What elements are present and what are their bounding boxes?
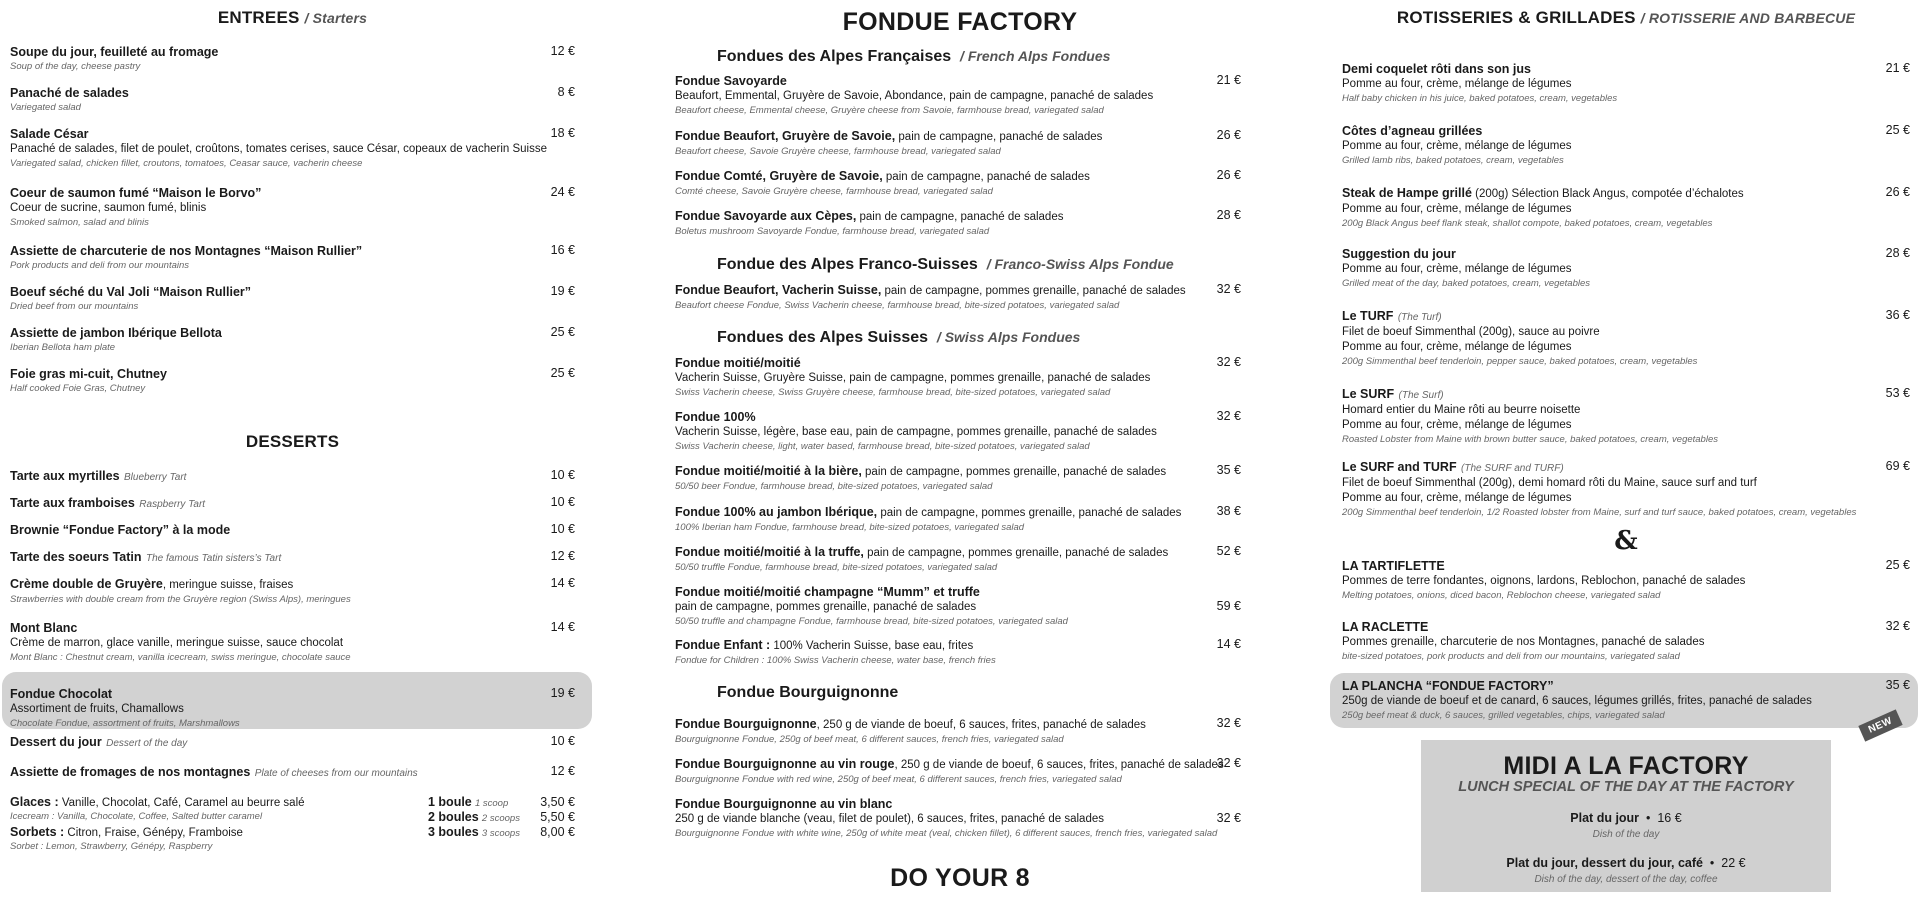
menu-item [10, 764, 575, 781]
item-price: 32 € [1216, 282, 1241, 296]
item-title-line [10, 243, 575, 259]
item-title-line [10, 366, 575, 382]
item-english: Beaufort cheese, Savoie Gruyère cheese, farmhouse bread, variegated salad [675, 146, 1001, 157]
item-title-line [10, 126, 575, 142]
item-price: 36 € [1885, 308, 1910, 322]
item-title-line [675, 637, 1241, 654]
menu-item [10, 620, 575, 664]
item-english: Swiss Vacherin cheese, Swiss Gruyère cheese, farmhouse bread, bite-sized potatoes, variegated salad [675, 387, 1111, 398]
section-franco-swiss-title: Fondue des Alpes Franco-Suisses / Franco-Swiss Alps Fondue [717, 256, 1174, 273]
item-description: pain de campagne, pommes grenaille, panaché de salades [675, 601, 977, 613]
item-title-line [10, 549, 575, 566]
desserts-title: DESSERTS [245, 432, 340, 451]
item-inline-desc: , 250 g de viande de boeuf, 6 sauces, frites, panaché de salades [894, 759, 1224, 771]
item-title-line [10, 764, 575, 781]
item-description-2: Pomme au four, crème, mélange de légumes [1342, 341, 1572, 353]
item-price: 25 € [550, 366, 575, 380]
menu-item [675, 355, 1241, 399]
item-name: Fondue Beaufort, Gruyère de Savoie, [675, 129, 896, 143]
menu-item [10, 366, 575, 395]
item-english: Grilled meat of the day, baked potatoes, cream, vegetables [1342, 278, 1591, 289]
item-price: 59 € [1216, 599, 1241, 613]
item-price: 53 € [1885, 386, 1910, 400]
item-english: Bourguignonne Fondue with white wine, 250g of white meat (veal, chicken fillet), 6 different sauces, french fries, variegated salad [675, 828, 1218, 839]
item-price: 10 € [550, 495, 575, 509]
item-title-line [10, 185, 575, 201]
menu-item [10, 44, 575, 73]
menu-item [675, 168, 1241, 198]
do-your-8-title: DO YOUR 8 [890, 864, 1030, 892]
item-name: Steak de Hampe grillé [1342, 186, 1472, 200]
item-name: Fondue Beaufort, Vacherin Suisse, [675, 283, 882, 297]
item-inline-desc: , 250 g de viande de boeuf, 6 sauces, frites, panaché de salades [816, 719, 1146, 731]
item-title-line [675, 409, 1241, 425]
item-english: Mont Blanc : Chestnut cream, vanilla icecream, swiss meringue, chocolate sauce [10, 652, 351, 663]
menu-item [1342, 123, 1910, 167]
menu-item [1342, 459, 1910, 519]
item-english: Fondue for Children : 100% Swiss Vacherin cheese, water base, french fries [675, 655, 996, 666]
menu-item [1342, 619, 1910, 663]
item-price: 25 € [1885, 123, 1910, 137]
item-english: Bourguignonne Fondue, 250g of beef meat, 6 different sauces, french fries, variegated salad [675, 734, 1064, 745]
item-price: 32 € [1216, 355, 1241, 369]
item-price: 35 € [1216, 463, 1241, 477]
item-price: 32 € [1216, 811, 1241, 825]
item-description: Vacherin Suisse, Gruyère Suisse, pain de campagne, pommes grenaille, panaché de salades [675, 372, 1151, 384]
item-inline-desc: , meringue suisse, fraises [162, 579, 294, 591]
ice-cream-block [10, 795, 575, 855]
item-description: Beaufort, Emmental, Gruyère de Savoie, Abondance, pain de campagne, panaché de salades [675, 90, 1154, 102]
item-english: Variegated salad [10, 102, 81, 113]
item-price: 10 € [550, 468, 575, 482]
item-price: 12 € [550, 44, 575, 58]
menu-item [10, 686, 575, 730]
item-price: 14 € [550, 576, 575, 590]
menu-item [10, 126, 575, 170]
item-description: Crème de marron, glace vanille, meringue suisse, sauce chocolat [10, 637, 344, 649]
lunch-title: MIDI A LA FACTORY [1503, 752, 1749, 780]
menu-item [1342, 558, 1910, 602]
menu-item [1342, 678, 1910, 722]
item-english: Boletus mushroom Savoyarde Fondue, farmhouse bread, variegated salad [675, 226, 990, 237]
item-english: Half cooked Foie Gras, Chutney [10, 383, 146, 394]
item-price: 32 € [1885, 619, 1910, 633]
item-title-line [1342, 61, 1910, 77]
item-english: Pork products and deli from our mountains [10, 260, 190, 271]
item-description: Assortiment de fruits, Chamallows [10, 703, 184, 715]
item-price: 12 € [550, 549, 575, 563]
item-name: Fondue moitié/moitié champagne “Mumm” et truffe [675, 585, 980, 599]
item-name: Fondue Bourguignonne au vin rouge [675, 757, 895, 771]
page-title: FONDUE FACTORY [842, 8, 1078, 36]
item-title-line [1342, 558, 1910, 574]
menu-item [675, 73, 1241, 117]
item-english: 200g Simmenthal beef tenderloin, 1/2 Roasted lobster from Maine, surf and turf sauce, baked potatoes, cream, vegetables [1342, 507, 1857, 518]
item-title-line [675, 463, 1241, 480]
item-title-line [10, 325, 575, 341]
menu-item [675, 796, 1241, 840]
item-price: 16 € [550, 243, 575, 257]
item-name: Côtes d’agneau grillées [1342, 124, 1483, 138]
item-title-line [675, 756, 1241, 773]
item-name: Salade César [10, 127, 89, 141]
item-title-line [10, 85, 575, 101]
item-inline-english: Blueberry Tart [124, 472, 187, 483]
item-title-line [675, 168, 1241, 185]
item-description: Coeur de sucrine, saumon fumé, blinis [10, 202, 207, 214]
item-name: LA PLANCHA “FONDUE FACTORY” [1342, 679, 1554, 693]
item-title-line [1342, 246, 1910, 262]
item-title-line [675, 544, 1241, 561]
item-price: 25 € [1885, 558, 1910, 572]
menu-item [10, 85, 575, 114]
item-price: 14 € [550, 620, 575, 634]
item-english: Soup of the day, cheese pastry [10, 61, 141, 72]
item-price: 52 € [1216, 544, 1241, 558]
item-english: bite-sized potatoes, pork products and deli from our mountains, variegated salad [1342, 651, 1680, 662]
item-english: Dried beef from our mountains [10, 301, 139, 312]
item-name: Dessert du jour [10, 735, 102, 749]
lunch-subtitle: LUNCH SPECIAL OF THE DAY AT THE FACTORY [1458, 779, 1794, 795]
item-english: Swiss Vacherin cheese, light, water based, farmhouse bread, bite-sized potatoes, variegated salad [675, 441, 1090, 452]
menu-item [1342, 246, 1910, 290]
menu-item [10, 495, 575, 512]
item-description: Pomme au four, crème, mélange de légumes [1342, 140, 1572, 152]
ice-row-3: Sorbets : Citron, Fraise, Génépy, Framboise 3 boules 3 scoops 8,00 € [10, 825, 575, 839]
item-price: 25 € [550, 325, 575, 339]
item-title-line [10, 468, 575, 485]
item-price: 8 € [557, 85, 575, 99]
section-swiss-alps-title: Fondues des Alpes Suisses / Swiss Alps Fondues [717, 329, 1081, 346]
menu-item [1342, 185, 1910, 230]
item-title-line [10, 284, 575, 300]
item-english: Smoked salmon, salad and blinis [10, 217, 149, 228]
menu-item [10, 549, 575, 566]
item-price: 26 € [1885, 185, 1910, 199]
item-english: 200g Black Angus beef flank steak, shallot compote, baked potatoes, cream, vegetables [1342, 218, 1713, 229]
item-english: Grilled lamb ribs, baked potatoes, cream, vegetables [1342, 155, 1564, 166]
item-price: 24 € [550, 185, 575, 199]
item-name: Foie gras mi-cuit, Chutney [10, 367, 167, 381]
item-title-line [1342, 123, 1910, 139]
item-name: LA RACLETTE [1342, 620, 1429, 634]
item-name: Fondue 100% au jambon Ibérique, [675, 505, 878, 519]
item-description: Panaché de salades, filet de poulet, croûtons, tomates cerises, sauce César, copeaux de vacherin Suisse [10, 143, 547, 155]
section-french-alps-title: Fondues des Alpes Françaises / French Alps Fondues [717, 48, 1111, 65]
item-description: Pomme au four, crème, mélange de légumes [1342, 263, 1572, 275]
item-inline-english: Raspberry Tart [139, 499, 206, 510]
menu-item [675, 584, 1241, 628]
ice-row-4: Sorbet : Lemon, Strawberry, Génépy, Raspberry [10, 841, 213, 852]
item-title-line [1342, 459, 1910, 476]
menu-item [10, 468, 575, 485]
item-name: Le SURF [1342, 387, 1395, 401]
item-title-line [10, 734, 575, 751]
item-title-line [10, 620, 575, 636]
item-name: Fondue Savoyarde [675, 74, 787, 88]
item-description: 250g de viande de boeuf et de canard, 6 sauces, légumes grillés, frites, panaché de salades [1342, 695, 1812, 707]
item-english: 50/50 beer Fondue, farmhouse bread, bite-sized potatoes, variegated salad [675, 481, 993, 492]
item-title-line [675, 796, 1241, 812]
menu-item [675, 128, 1241, 158]
item-english: Beaufort cheese Fondue, Swiss Vacherin cheese, farmhouse bread, bite-sized potatoes, variegated salad [675, 300, 1120, 311]
item-english: 250g beef meat & duck, 6 sauces, grilled vegetables, chips, variegated salad [1342, 710, 1665, 721]
menu-item [675, 208, 1241, 238]
ice-row-1: Glaces : Vanille, Chocolat, Café, Caramel au beurre salé 1 boule 1 scoop 3,50 € [10, 795, 575, 809]
item-price: 28 € [1885, 246, 1910, 260]
item-price: 26 € [1216, 168, 1241, 182]
menu-item [10, 522, 575, 538]
item-price: 38 € [1216, 504, 1241, 518]
item-price: 19 € [550, 284, 575, 298]
item-name: Assiette de charcuterie de nos Montagnes “Maison Rullier” [10, 244, 363, 258]
item-name: Panaché de salades [10, 86, 129, 100]
entrees-title: ENTREES / Starters [217, 8, 368, 27]
item-price: 32 € [1216, 409, 1241, 423]
menu-item [675, 463, 1241, 493]
item-price: 32 € [1216, 756, 1241, 770]
item-inline-english: Plate of cheeses from our mountains [254, 768, 418, 779]
item-description: Pommes de terre fondantes, oignons, lardons, Reblochon, panaché de salades [1342, 575, 1746, 587]
new-badge: NEW [1858, 709, 1902, 741]
item-name: Fondue Savoyarde aux Cèpes, [675, 209, 857, 223]
item-name: Crème double de Gruyère [10, 577, 163, 591]
item-title-line [675, 355, 1241, 371]
item-name: Fondue Chocolat [10, 687, 113, 701]
item-english: Comté cheese, Savoie Gruyère cheese, farmhouse bread, variegated salad [675, 186, 993, 197]
item-title-line [675, 584, 1241, 600]
ice-row-2: Icecream : Vanilla, Chocolate, Coffee, Salted butter caramel 2 boules 2 scoops 5,50 € [10, 810, 575, 824]
item-price: 28 € [1216, 208, 1241, 222]
item-price: 21 € [1885, 61, 1910, 75]
item-name: Fondue Enfant : [675, 638, 771, 652]
menu-item [1342, 308, 1910, 368]
item-price: 26 € [1216, 128, 1241, 142]
menu-item [675, 756, 1241, 786]
item-price: 35 € [1885, 678, 1910, 692]
item-inline-desc: 100% Vacherin Suisse, base eau, frites [770, 640, 974, 652]
item-inline-desc: pain de campagne, panaché de salades [882, 171, 1090, 183]
item-title-line [675, 716, 1241, 733]
item-english: 100% Iberian ham Fondue, farmhouse bread, bite-sized potatoes, variegated salad [675, 522, 1025, 533]
item-price: 32 € [1216, 716, 1241, 730]
item-name: Suggestion du jour [1342, 247, 1456, 261]
rotisseries-title: ROTISSERIES & GRILLADES / ROTISSERIE AND BARBECUE [1396, 8, 1856, 27]
item-english: Bourguignonne Fondue with red wine, 250g of beef meat, 6 different sauces, french fries, variegated salad [675, 774, 1122, 785]
lunch-item-1: Plat du jour • 16 € Dish of the day [1570, 811, 1682, 840]
item-name: Fondue moitié/moitié à la bière, [675, 464, 862, 478]
item-inline-english: (The Turf) [1397, 312, 1442, 323]
item-english: Chocolate Fondue, assortment of fruits, Marshmallows [10, 718, 240, 729]
item-price: 14 € [1216, 637, 1241, 651]
item-inline-english: (The Surf) [1398, 390, 1444, 401]
item-inline-english: The famous Tatin sisters’s Tart [145, 553, 282, 564]
menu-item [10, 325, 575, 354]
item-title-line [1342, 678, 1910, 694]
item-price: 21 € [1216, 73, 1241, 87]
item-english: 50/50 truffle Fondue, farmhouse bread, bite-sized potatoes, variegated salad [675, 562, 998, 573]
item-english: Strawberries with double cream from the Gruyère region (Swiss Alps), meringues [10, 594, 351, 605]
item-title-line [1342, 185, 1910, 202]
item-english: Variegated salad, chicken fillet, croutons, tomatoes, Ceasar sauce, vacherin cheese [10, 158, 363, 169]
item-inline-desc: pain de campagne, pommes grenaille, panaché de salades [861, 466, 1167, 478]
item-price: 10 € [550, 522, 575, 536]
item-title-line [10, 44, 575, 60]
item-name: Fondue Bourguignonne [675, 717, 817, 731]
item-description-2: Pomme au four, crème, mélange de légumes [1342, 492, 1572, 504]
menu-item [675, 544, 1241, 574]
item-inline-english: (The SURF and TURF) [1461, 463, 1564, 474]
item-english: Beaufort cheese, Emmental cheese, Gruyère cheese from Savoie, farmhouse bread, variegated salad [675, 105, 1104, 116]
item-description: Vacherin Suisse, légère, base eau, pain de campagne, pommes grenaille, panaché de salades [675, 426, 1157, 438]
item-name: Le TURF [1342, 309, 1394, 323]
item-price: 19 € [550, 686, 575, 700]
menu-item [10, 576, 575, 606]
ampersand: & [1614, 526, 1638, 556]
lunch-special-box [1421, 740, 1831, 892]
menu-item [10, 284, 575, 313]
item-price: 69 € [1885, 459, 1910, 473]
menu-item [675, 716, 1241, 746]
menu-item [10, 243, 575, 272]
item-english: Iberian Bellota ham plate [10, 342, 116, 353]
item-price: 12 € [550, 764, 575, 778]
menu-item [10, 734, 575, 751]
item-name: Tarte aux myrtilles [10, 469, 120, 483]
item-title-line [675, 73, 1241, 89]
item-name: Boeuf séché du Val Joli “Maison Rullier” [10, 285, 252, 299]
item-name: Demi coquelet rôti dans son jus [1342, 62, 1531, 76]
item-price: 18 € [550, 126, 575, 140]
item-name: Brownie “Fondue Factory” à la mode [10, 523, 231, 537]
item-name: LA TARTIFLETTE [1342, 559, 1445, 573]
menu-item [1342, 386, 1910, 446]
item-title-line [10, 522, 575, 538]
item-title-line [10, 686, 575, 702]
item-description: Filet de boeuf Simmenthal (200g), demi homard rôti du Maine, sauce surf and turf [1342, 477, 1757, 489]
item-title-line [1342, 386, 1910, 403]
item-name: Soupe du jour, feuilleté au fromage [10, 45, 219, 59]
item-title-line [10, 576, 575, 593]
item-title-line [675, 208, 1241, 225]
item-name: Fondue moitié/moitié à la truffe, [675, 545, 864, 559]
item-name: Assiette de jambon Ibérique Bellota [10, 326, 222, 340]
item-inline-desc: pain de campagne, panaché de salades [856, 211, 1064, 223]
item-inline-english: Dessert of the day [106, 738, 188, 749]
menu-item [675, 282, 1241, 312]
item-name: Mont Blanc [10, 621, 78, 635]
item-english: Roasted Lobster from Maine with brown butter sauce, baked potatoes, cream, vegetables [1342, 434, 1718, 445]
item-name: Fondue Comté, Gruyère de Savoie, [675, 169, 883, 183]
item-name: Fondue Bourguignonne au vin blanc [675, 797, 893, 811]
menu-item [675, 504, 1241, 534]
item-title-line [1342, 619, 1910, 635]
item-description: Homard entier du Maine rôti au beurre noisette [1342, 404, 1581, 416]
item-description-2: Pomme au four, crème, mélange de légumes [1342, 419, 1572, 431]
menu-item [675, 409, 1241, 453]
lunch-item-2: Plat du jour, dessert du jour, café • 22 € Dish of the day, dessert of the day, coffee [1506, 856, 1746, 885]
menu-item [10, 185, 575, 229]
item-name: Assiette de fromages de nos montagnes [10, 765, 251, 779]
item-inline-desc: pain de campagne, pommes grenaille, panaché de salades [881, 285, 1186, 297]
item-description: 250 g de viande blanche (veau, filet de poulet), 6 sauces, frites, panaché de salades [675, 813, 1104, 825]
item-description: Pomme au four, crème, mélange de légumes [1342, 78, 1572, 90]
section-bourguignonne-title: Fondue Bourguignonne [717, 684, 899, 701]
item-description: Filet de boeuf Simmenthal (200g), sauce au poivre [1342, 326, 1600, 338]
item-title-line [10, 495, 575, 512]
item-inline-desc: pain de campagne, panaché de salades [895, 131, 1103, 143]
item-inline-desc: (200g) Sélection Black Angus, compotée d’échalotes [1471, 188, 1744, 200]
item-name: Tarte aux framboises [10, 496, 135, 510]
item-english: Melting potatoes, onions, diced bacon, Reblochon cheese, variegated salad [1342, 590, 1661, 601]
item-title-line [1342, 308, 1910, 325]
item-description: Pomme au four, crème, mélange de légumes [1342, 203, 1572, 215]
item-name: Fondue 100% [675, 410, 756, 424]
item-english: 200g Simmenthal beef tenderloin, pepper sauce, baked potatoes, cream, vegetables [1342, 356, 1698, 367]
item-english: Half baby chicken in his juice, baked potatoes, cream, vegetables [1342, 93, 1618, 104]
item-inline-desc: pain de campagne, pommes grenaille, panaché de salades [877, 507, 1182, 519]
menu-item [675, 637, 1241, 667]
item-title-line [675, 504, 1241, 521]
item-title-line [675, 128, 1241, 145]
item-english: 50/50 truffle and champagne Fondue, farmhouse bread, bite-sized potatoes, variegated salad [675, 616, 1068, 627]
item-name: Fondue moitié/moitié [675, 356, 801, 370]
item-inline-desc: pain de campagne, pommes grenaille, panaché de salades [863, 547, 1169, 559]
item-name: Tarte des soeurs Tatin [10, 550, 142, 564]
item-description: Pommes grenaille, charcuterie de nos Montagnes, panaché de salades [1342, 636, 1705, 648]
item-name: Le SURF and TURF [1342, 460, 1457, 474]
item-name: Coeur de saumon fumé “Maison le Borvo” [10, 186, 262, 200]
item-title-line [675, 282, 1241, 299]
menu-item [1342, 61, 1910, 105]
item-price: 10 € [550, 734, 575, 748]
